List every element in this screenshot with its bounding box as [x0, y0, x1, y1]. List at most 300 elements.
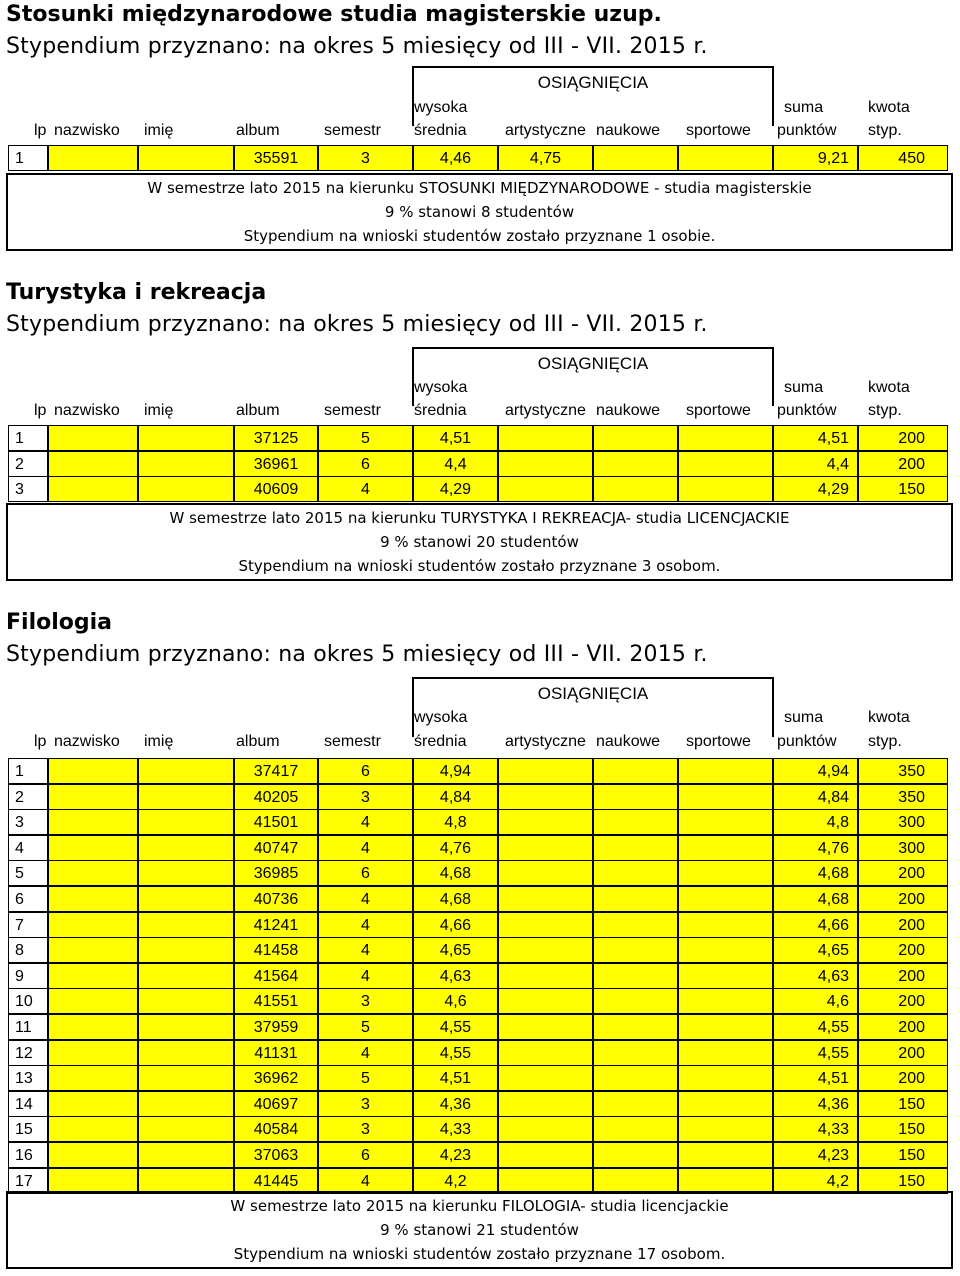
cell-nazwisko: [48, 1091, 138, 1117]
cell-artystyczne: [498, 912, 593, 938]
cell-semestr: 3: [318, 784, 413, 810]
cell-kwota: 200: [858, 988, 948, 1014]
cell-suma: 4,2: [773, 1168, 858, 1194]
cell-srednia: 4,51: [413, 425, 498, 451]
cell-semestr: 4: [318, 886, 413, 912]
cell-nazwisko: [48, 809, 138, 835]
cell-srednia: 4,4: [413, 451, 498, 477]
cell-semestr: 5: [318, 1065, 413, 1091]
cell-sportowe: [678, 145, 773, 171]
cell-semestr: 4: [318, 1040, 413, 1066]
section-summary: [6, 503, 953, 581]
cell-naukowe: [593, 145, 678, 171]
cell-album: 41445: [234, 1168, 318, 1194]
cell-naukowe: [593, 758, 678, 784]
table-row: [8, 1116, 948, 1142]
header-semestr: semestr: [324, 122, 381, 139]
table-row: [8, 809, 948, 835]
cell-lp: 3: [8, 476, 48, 502]
cell-suma: 4,65: [773, 937, 858, 963]
cell-suma: 4,76: [773, 835, 858, 861]
cell-kwota: 200: [858, 1014, 948, 1040]
cell-suma: 4,51: [773, 425, 858, 451]
cell-kwota: 150: [858, 1091, 948, 1117]
cell-imie: [138, 1065, 234, 1091]
cell-imie: [138, 1142, 234, 1168]
table-row: [8, 1168, 948, 1194]
cell-sportowe: [678, 1040, 773, 1066]
table-row: [8, 425, 948, 451]
cell-sportowe: [678, 860, 773, 886]
header-styp: styp.: [868, 402, 902, 419]
cell-nazwisko: [48, 1040, 138, 1066]
cell-sportowe: [678, 451, 773, 477]
cell-artystyczne: [498, 1116, 593, 1142]
cell-srednia: 4,6: [413, 988, 498, 1014]
cell-srednia: 4,68: [413, 886, 498, 912]
header-kwota: kwota: [868, 379, 910, 396]
cell-naukowe: [593, 912, 678, 938]
cell-semestr: 3: [318, 1116, 413, 1142]
cell-nazwisko: [48, 425, 138, 451]
cell-sportowe: [678, 1142, 773, 1168]
cell-album: 37417: [234, 758, 318, 784]
cell-srednia: 4,8: [413, 809, 498, 835]
table-row: [8, 937, 948, 963]
table-row: [8, 1142, 948, 1168]
cell-artystyczne: [498, 1040, 593, 1066]
cell-nazwisko: [48, 963, 138, 989]
cell-semestr: 5: [318, 1014, 413, 1040]
cell-kwota: 200: [858, 1040, 948, 1066]
cell-album: 35591: [234, 145, 318, 171]
cell-kwota: 150: [858, 476, 948, 502]
cell-kwota: 450: [858, 145, 948, 171]
cell-kwota: 200: [858, 912, 948, 938]
cell-naukowe: [593, 860, 678, 886]
cell-artystyczne: [498, 476, 593, 502]
header-srednia: średnia: [414, 122, 467, 139]
section-summary: [6, 1191, 953, 1269]
cell-naukowe: [593, 1014, 678, 1040]
cell-album: 40747: [234, 835, 318, 861]
cell-imie: [138, 1116, 234, 1142]
cell-semestr: 6: [318, 451, 413, 477]
cell-kwota: 350: [858, 758, 948, 784]
cell-naukowe: [593, 988, 678, 1014]
cell-album: 40584: [234, 1116, 318, 1142]
cell-lp: 2: [8, 451, 48, 477]
header-sportowe: sportowe: [686, 122, 751, 139]
cell-nazwisko: [48, 758, 138, 784]
cell-lp: 12: [8, 1040, 48, 1066]
cell-album: 41241: [234, 912, 318, 938]
cell-album: 36962: [234, 1065, 318, 1091]
cell-srednia: 4,76: [413, 835, 498, 861]
table-row: [8, 476, 948, 502]
cell-suma: 4,33: [773, 1116, 858, 1142]
table-row: [8, 835, 948, 861]
cell-srednia: 4,36: [413, 1091, 498, 1117]
table-row: [8, 860, 948, 886]
header-wysoka: wysoka: [414, 99, 468, 116]
cell-semestr: 4: [318, 809, 413, 835]
osiagniecia-header: OSIĄGNIĘCIA: [412, 347, 774, 406]
cell-sportowe: [678, 988, 773, 1014]
cell-kwota: 300: [858, 835, 948, 861]
cell-imie: [138, 1014, 234, 1040]
header-nazwisko: nazwisko: [54, 733, 120, 750]
cell-lp: 10: [8, 988, 48, 1014]
header-wysoka: wysoka: [414, 709, 468, 726]
cell-srednia: 4,63: [413, 963, 498, 989]
cell-naukowe: [593, 784, 678, 810]
cell-srednia: 4,33: [413, 1116, 498, 1142]
summary-line: Stypendium na wnioski studentów zostało przyznane 1 osobie.: [243, 227, 716, 245]
cell-srednia: 4,46: [413, 145, 498, 171]
section-title: Filologia: [6, 610, 113, 635]
cell-artystyczne: [498, 1142, 593, 1168]
cell-artystyczne: [498, 451, 593, 477]
cell-lp: 8: [8, 937, 48, 963]
cell-suma: 4,68: [773, 886, 858, 912]
header-album: album: [236, 402, 280, 419]
cell-nazwisko: [48, 912, 138, 938]
cell-sportowe: [678, 425, 773, 451]
header-kwota: kwota: [868, 99, 910, 116]
table-row: [8, 886, 948, 912]
cell-srednia: 4,23: [413, 1142, 498, 1168]
cell-sportowe: [678, 912, 773, 938]
header-suma: suma: [784, 709, 824, 726]
cell-naukowe: [593, 937, 678, 963]
cell-imie: [138, 886, 234, 912]
cell-album: 41131: [234, 1040, 318, 1066]
cell-sportowe: [678, 1091, 773, 1117]
header-naukowe: naukowe: [596, 122, 661, 139]
cell-lp: 6: [8, 886, 48, 912]
header-srednia: średnia: [414, 733, 467, 750]
cell-nazwisko: [48, 451, 138, 477]
cell-naukowe: [593, 476, 678, 502]
cell-sportowe: [678, 784, 773, 810]
cell-nazwisko: [48, 476, 138, 502]
cell-kwota: 200: [858, 860, 948, 886]
cell-album: 36985: [234, 860, 318, 886]
header-sportowe: sportowe: [686, 733, 751, 750]
cell-lp: 16: [8, 1142, 48, 1168]
cell-imie: [138, 937, 234, 963]
cell-imie: [138, 758, 234, 784]
cell-sportowe: [678, 1116, 773, 1142]
cell-semestr: 4: [318, 963, 413, 989]
cell-semestr: 3: [318, 1091, 413, 1117]
table-row: [8, 1091, 948, 1117]
cell-kwota: 150: [858, 1168, 948, 1194]
table-row: [8, 988, 948, 1014]
cell-srednia: 4,29: [413, 476, 498, 502]
cell-nazwisko: [48, 1065, 138, 1091]
cell-naukowe: [593, 1091, 678, 1117]
cell-lp: 4: [8, 835, 48, 861]
cell-kwota: 350: [858, 784, 948, 810]
header-lp: lp: [34, 122, 47, 139]
cell-imie: [138, 425, 234, 451]
cell-imie: [138, 912, 234, 938]
osiagniecia-header: OSIĄGNIĘCIA: [412, 66, 774, 126]
cell-sportowe: [678, 1065, 773, 1091]
cell-artystyczne: [498, 835, 593, 861]
cell-lp: 9: [8, 963, 48, 989]
cell-suma: 4,63: [773, 963, 858, 989]
header-nazwisko: nazwisko: [54, 402, 120, 419]
cell-artystyczne: [498, 937, 593, 963]
cell-artystyczne: [498, 784, 593, 810]
summary-line: 9 % stanowi 8 studentów: [384, 203, 575, 221]
cell-imie: [138, 835, 234, 861]
cell-nazwisko: [48, 886, 138, 912]
header-styp: styp.: [868, 122, 902, 139]
cell-lp: 5: [8, 860, 48, 886]
cell-album: 37125: [234, 425, 318, 451]
cell-nazwisko: [48, 988, 138, 1014]
cell-artystyczne: 4,75: [498, 145, 593, 171]
cell-srednia: 4,55: [413, 1040, 498, 1066]
cell-srednia: 4,66: [413, 912, 498, 938]
cell-srednia: 4,84: [413, 784, 498, 810]
cell-semestr: 3: [318, 988, 413, 1014]
cell-srednia: 4,65: [413, 937, 498, 963]
cell-kwota: 200: [858, 425, 948, 451]
cell-nazwisko: [48, 860, 138, 886]
header-imie: imię: [144, 733, 174, 750]
header-punktow: punktów: [777, 122, 837, 139]
header-kwota: kwota: [868, 709, 910, 726]
cell-artystyczne: [498, 425, 593, 451]
cell-sportowe: [678, 886, 773, 912]
cell-kwota: 200: [858, 451, 948, 477]
cell-nazwisko: [48, 1168, 138, 1194]
cell-lp: 14: [8, 1091, 48, 1117]
cell-naukowe: [593, 1040, 678, 1066]
cell-srednia: 4,2: [413, 1168, 498, 1194]
header-suma: suma: [784, 379, 824, 396]
cell-nazwisko: [48, 835, 138, 861]
summary-line: W semestrze lato 2015 na kierunku TURYSTYKA I REKREACJA- studia LICENCJACKIE: [169, 509, 790, 527]
section-subtitle: Stypendium przyznano: na okres 5 miesięcy od III - VII. 2015 r.: [6, 312, 708, 337]
cell-imie: [138, 1040, 234, 1066]
cell-album: 37063: [234, 1142, 318, 1168]
cell-suma: 4,23: [773, 1142, 858, 1168]
cell-artystyczne: [498, 988, 593, 1014]
osiagniecia-header: OSIĄGNIĘCIA: [412, 677, 774, 737]
cell-album: 41501: [234, 809, 318, 835]
cell-suma: 4,94: [773, 758, 858, 784]
cell-kwota: 200: [858, 886, 948, 912]
cell-suma: 4,4: [773, 451, 858, 477]
summary-line: W semestrze lato 2015 na kierunku STOSUNKI MIĘDZYNARODOWE - studia magisterskie: [147, 179, 812, 197]
cell-semestr: 4: [318, 912, 413, 938]
cell-artystyczne: [498, 860, 593, 886]
cell-srednia: 4,68: [413, 860, 498, 886]
cell-sportowe: [678, 476, 773, 502]
cell-nazwisko: [48, 1116, 138, 1142]
header-album: album: [236, 733, 280, 750]
cell-nazwisko: [48, 937, 138, 963]
table-row: [8, 145, 948, 171]
cell-naukowe: [593, 425, 678, 451]
cell-kwota: 200: [858, 937, 948, 963]
cell-imie: [138, 1091, 234, 1117]
cell-suma: 4,51: [773, 1065, 858, 1091]
cell-album: 41564: [234, 963, 318, 989]
table-row: [8, 1065, 948, 1091]
cell-suma: 4,84: [773, 784, 858, 810]
cell-lp: 1: [8, 145, 48, 171]
header-artystyczne: artystyczne: [505, 733, 586, 750]
cell-naukowe: [593, 886, 678, 912]
header-artystyczne: artystyczne: [505, 122, 586, 139]
summary-line: 9 % stanowi 21 studentów: [380, 1221, 579, 1239]
cell-nazwisko: [48, 784, 138, 810]
cell-kwota: 150: [858, 1142, 948, 1168]
summary-line: Stypendium na wnioski studentów zostało przyznane 17 osobom.: [233, 1245, 726, 1263]
cell-semestr: 6: [318, 758, 413, 784]
header-wysoka: wysoka: [414, 379, 468, 396]
summary-line: W semestrze lato 2015 na kierunku FILOLOGIA- studia licencjackie: [230, 1197, 729, 1215]
cell-imie: [138, 963, 234, 989]
cell-semestr: 3: [318, 145, 413, 171]
table-row: [8, 451, 948, 477]
header-album: album: [236, 122, 280, 139]
cell-naukowe: [593, 451, 678, 477]
cell-artystyczne: [498, 1168, 593, 1194]
cell-naukowe: [593, 809, 678, 835]
cell-sportowe: [678, 809, 773, 835]
cell-kwota: 200: [858, 1065, 948, 1091]
cell-suma: 9,21: [773, 145, 858, 171]
table-row: [8, 758, 948, 784]
cell-imie: [138, 451, 234, 477]
cell-kwota: 300: [858, 809, 948, 835]
cell-lp: 2: [8, 784, 48, 810]
cell-artystyczne: [498, 886, 593, 912]
cell-lp: 3: [8, 809, 48, 835]
header-sportowe: sportowe: [686, 402, 751, 419]
cell-lp: 1: [8, 758, 48, 784]
header-lp: lp: [34, 733, 47, 750]
cell-naukowe: [593, 835, 678, 861]
table-row: [8, 784, 948, 810]
cell-semestr: 4: [318, 1168, 413, 1194]
header-semestr: semestr: [324, 733, 381, 750]
cell-sportowe: [678, 758, 773, 784]
cell-naukowe: [593, 1116, 678, 1142]
cell-artystyczne: [498, 963, 593, 989]
cell-sportowe: [678, 835, 773, 861]
section-title: Turystyka i rekreacja: [6, 280, 267, 305]
table-row: [8, 963, 948, 989]
cell-suma: 4,68: [773, 860, 858, 886]
header-artystyczne: artystyczne: [505, 402, 586, 419]
cell-kwota: 150: [858, 1116, 948, 1142]
cell-semestr: 6: [318, 1142, 413, 1168]
header-nazwisko: nazwisko: [54, 122, 120, 139]
cell-lp: 11: [8, 1014, 48, 1040]
cell-srednia: 4,94: [413, 758, 498, 784]
cell-imie: [138, 145, 234, 171]
section-subtitle: Stypendium przyznano: na okres 5 miesięcy od III - VII. 2015 r.: [6, 642, 708, 667]
cell-album: 36961: [234, 451, 318, 477]
cell-album: 37959: [234, 1014, 318, 1040]
cell-naukowe: [593, 963, 678, 989]
table-row: [8, 1040, 948, 1066]
header-imie: imię: [144, 402, 174, 419]
cell-suma: 4,8: [773, 809, 858, 835]
cell-album: 41551: [234, 988, 318, 1014]
cell-srednia: 4,55: [413, 1014, 498, 1040]
cell-lp: 7: [8, 912, 48, 938]
cell-suma: 4,29: [773, 476, 858, 502]
section-subtitle: Stypendium przyznano: na okres 5 miesięcy od III - VII. 2015 r.: [6, 34, 708, 59]
cell-lp: 1: [8, 425, 48, 451]
cell-imie: [138, 988, 234, 1014]
cell-srednia: 4,51: [413, 1065, 498, 1091]
cell-sportowe: [678, 937, 773, 963]
cell-lp: 15: [8, 1116, 48, 1142]
cell-nazwisko: [48, 1142, 138, 1168]
cell-album: 41458: [234, 937, 318, 963]
cell-imie: [138, 809, 234, 835]
section-title: Stosunki międzynarodowe studia magisterskie uzup.: [6, 2, 662, 27]
cell-semestr: 4: [318, 476, 413, 502]
cell-naukowe: [593, 1168, 678, 1194]
summary-line: Stypendium na wnioski studentów zostało przyznane 3 osobom.: [238, 557, 721, 575]
cell-nazwisko: [48, 145, 138, 171]
cell-naukowe: [593, 1142, 678, 1168]
cell-semestr: 6: [318, 860, 413, 886]
cell-imie: [138, 476, 234, 502]
cell-suma: 4,55: [773, 1040, 858, 1066]
header-naukowe: naukowe: [596, 733, 661, 750]
cell-album: 40205: [234, 784, 318, 810]
cell-sportowe: [678, 1014, 773, 1040]
summary-line: 9 % stanowi 20 studentów: [380, 533, 579, 551]
cell-sportowe: [678, 1168, 773, 1194]
cell-lp: 17: [8, 1168, 48, 1194]
cell-artystyczne: [498, 1014, 593, 1040]
header-suma: suma: [784, 99, 824, 116]
cell-suma: 4,6: [773, 988, 858, 1014]
cell-imie: [138, 1168, 234, 1194]
cell-semestr: 4: [318, 835, 413, 861]
header-styp: styp.: [868, 733, 902, 750]
cell-suma: 4,66: [773, 912, 858, 938]
header-punktow: punktów: [777, 402, 837, 419]
cell-kwota: 200: [858, 963, 948, 989]
cell-lp: 13: [8, 1065, 48, 1091]
cell-semestr: 4: [318, 937, 413, 963]
header-lp: lp: [34, 402, 47, 419]
header-punktow: punktów: [777, 733, 837, 750]
table-row: [8, 912, 948, 938]
cell-semestr: 5: [318, 425, 413, 451]
cell-suma: 4,36: [773, 1091, 858, 1117]
cell-artystyczne: [498, 1091, 593, 1117]
cell-nazwisko: [48, 1014, 138, 1040]
cell-artystyczne: [498, 1065, 593, 1091]
cell-album: 40697: [234, 1091, 318, 1117]
